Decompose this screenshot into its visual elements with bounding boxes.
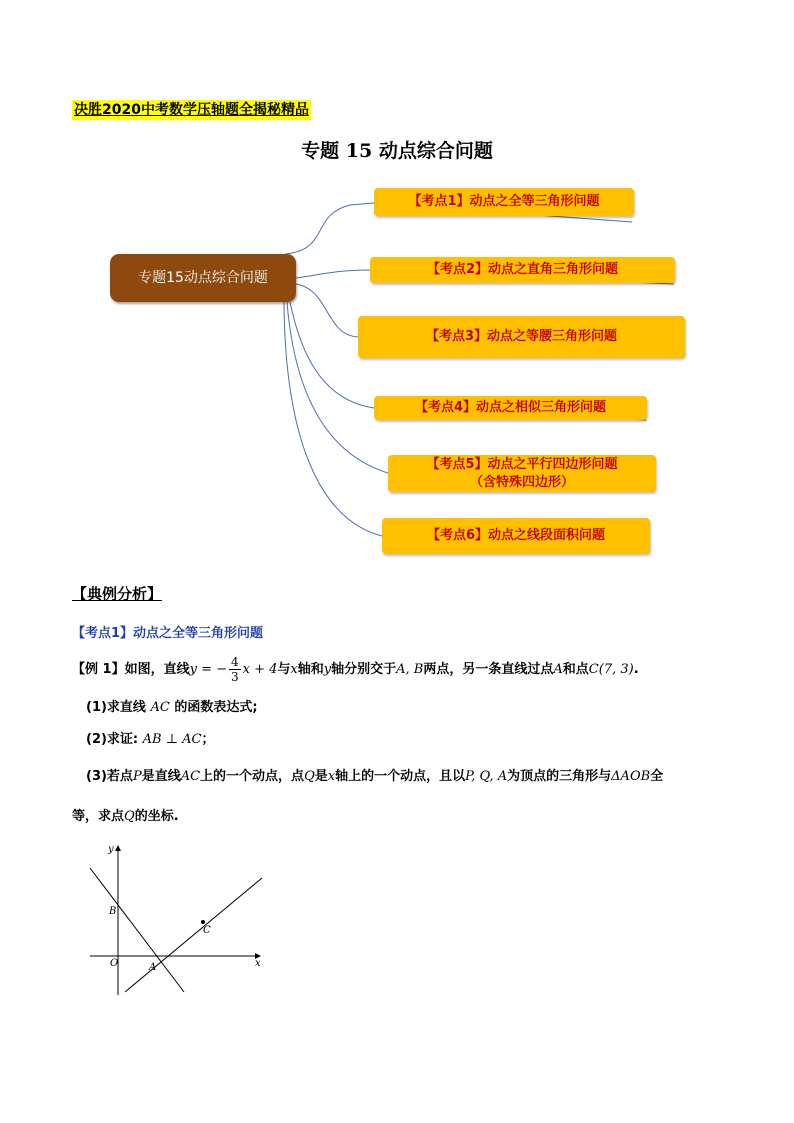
topic-5 [388, 455, 656, 492]
eq-y: y = − [189, 662, 227, 677]
label-c: C [203, 925, 211, 936]
topic-4 [374, 396, 647, 420]
topic-1-label: 【考点1】动点之全等三角形问题 [408, 194, 600, 209]
label-y: y [108, 844, 114, 855]
label-b: B [109, 906, 117, 917]
section-heading: 【典例分析】 [72, 585, 163, 603]
topic-3-label: 【考点3】动点之等腰三角形问题 [425, 329, 618, 344]
subheading: 【考点1】动点之全等三角形问题 [72, 626, 264, 641]
topic-6-label: 【考点6】动点之线段面积问题 [426, 528, 606, 543]
line-ab [90, 868, 184, 992]
mindmap-root: 专题15动点综合问题 [110, 254, 296, 302]
question-2: (2)求证: AB ⊥ AC； [86, 732, 215, 747]
question-3-line-2: 等，求点Q的坐标. [72, 809, 179, 824]
topic-3 [358, 316, 685, 358]
point-c [201, 920, 205, 924]
page-title: 专题 15 动点综合问题 [301, 140, 493, 162]
topic-1 [374, 188, 634, 216]
example-1-statement: 【例 1】如图，直线y = − $\frac{4}{3}$ x + 4与x轴和y轴分别交于A, B两点，另一条直线过点A和点C(7, 3). [72, 655, 639, 684]
fraction-denominator: 3 [231, 670, 239, 684]
topic-2-label: 【考点2】动点之直角三角形问题 [426, 262, 619, 277]
fraction-numerator: 4 [231, 655, 239, 669]
topic-5-label: 【考点5】动点之平行四边形问题 [426, 456, 618, 472]
line-ac [125, 878, 262, 992]
label-a: A [149, 962, 157, 973]
topic-5-sublabel: （含特殊四边形） [469, 474, 574, 490]
label-o: O [110, 958, 119, 969]
connector-3 [296, 284, 358, 337]
example-intro: 如图，直线 [124, 662, 190, 677]
eq-rest: x + 4 [242, 662, 278, 677]
example-tag: 【例 1】 [72, 662, 125, 677]
question-3-line-1: (3)若点P是直线AC上的一个动点，点Q是x轴上的一个动点，且以P, Q, A为顶点的三角形与ΔAOB全 [86, 769, 664, 784]
topic-6 [382, 518, 650, 554]
topic-2 [370, 257, 675, 283]
question-1: (1)求直线 AC 的函数表达式; [86, 700, 258, 715]
fraction [229, 655, 241, 684]
coordinate-figure [80, 840, 270, 1000]
label-x: x [255, 958, 261, 969]
topic-4-label: 【考点4】动点之相似三角形问题 [414, 400, 607, 415]
banner-text: 决胜2020中考数学压轴题全揭秘精品 [74, 102, 309, 118]
